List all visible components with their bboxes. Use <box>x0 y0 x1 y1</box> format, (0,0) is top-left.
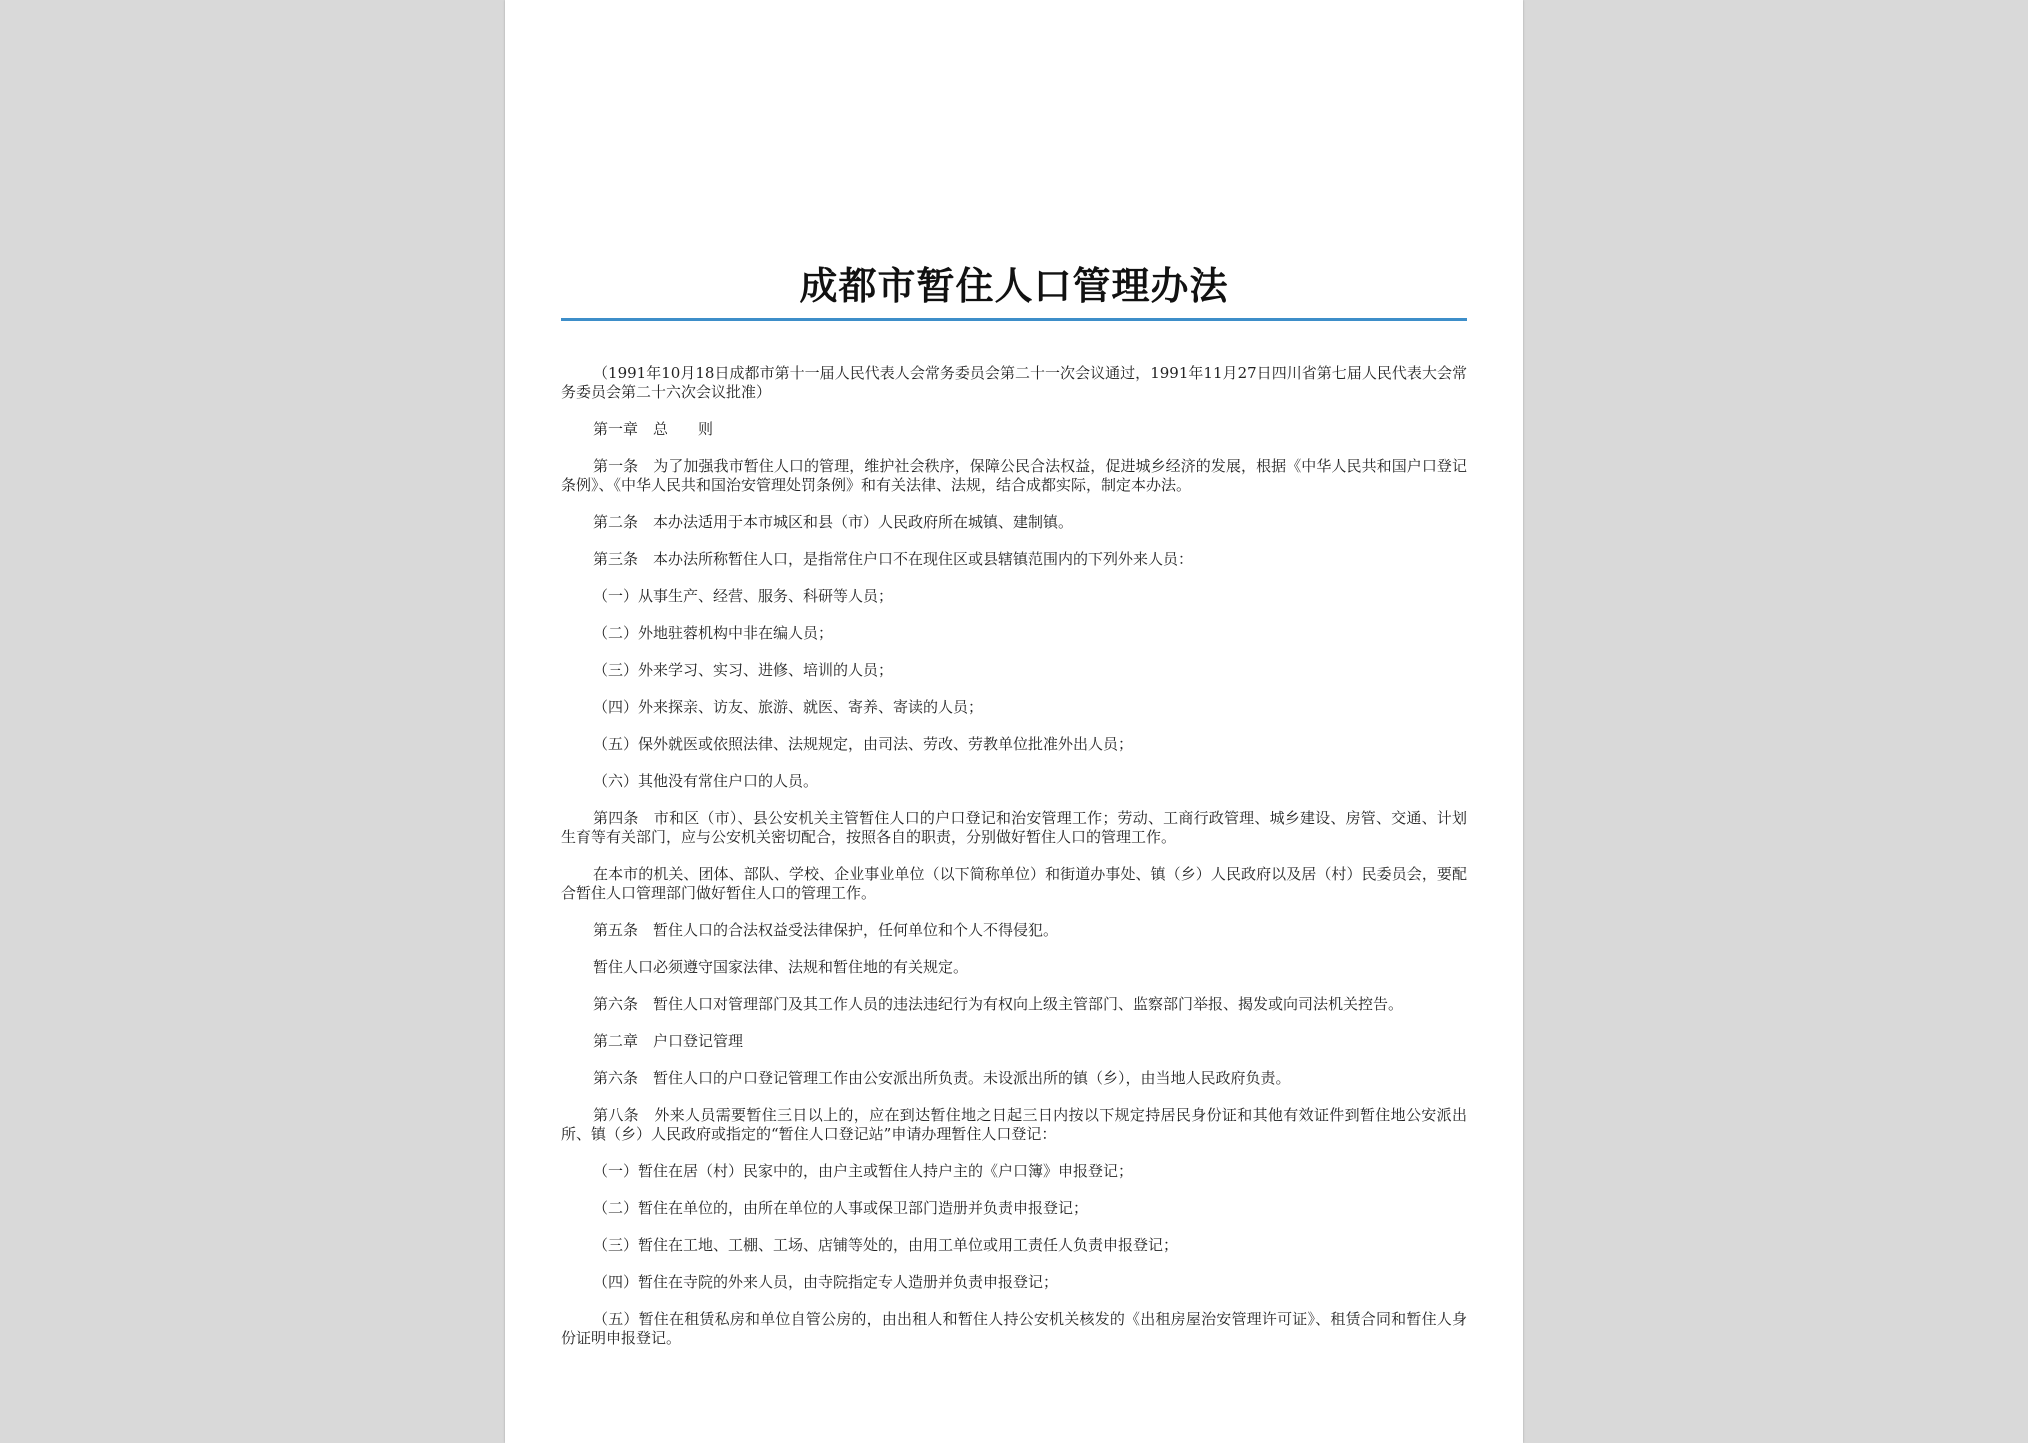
article-5: 第五条 暂住人口的合法权益受法律保护，任何单位和个人不得侵犯。 <box>593 921 1059 939</box>
list-item: （五）暂住在租赁私房和单位自管公房的，由出租人和暂住人持公安机关核发的《出租房屋治安管理许可证》、租赁合同和暂住人身份证明申报登记。 <box>561 1310 1467 1347</box>
article-7: 第六条 暂住人口的户口登记管理工作由公安派出所负责。未设派出所的镇（乡），由当地人民政府负责。 <box>593 1069 1291 1087</box>
chapter-heading-2: 第二章 户口登记管理 <box>593 1032 744 1050</box>
preamble: （1991年10月18日成都市第十一届人民代表人会常务委员会第二十一次会议通过，1991年11月27日四川省第七届人民代表大会常务委员会第二十六次会议批准） <box>561 364 1467 401</box>
article-8: 第八条 外来人员需要暂住三日以上的，应在到达暂住地之日起三日内按以下规定持居民身份证和其他有效证件到暂住地公安派出所、镇（乡）人民政府或指定的“暂住人口登记站”申请办理暂住人口登记： <box>561 1106 1467 1143</box>
title-divider <box>561 318 1467 321</box>
list-item: （一）从事生产、经营、服务、科研等人员； <box>593 587 894 605</box>
document-body <box>561 364 1467 1348</box>
document-title: 成都市暂住人口管理办法 <box>799 263 1229 308</box>
article-4: 第四条 市和区（市）、县公安机关主管暂住人口的户口登记和治安管理工作；劳动、工商行政管理、城乡建设、房管、交通、计划生育等有关部门，应与公安机关密切配合，按照各自的职责，分别做好暂住人口的管理工作。 <box>561 809 1467 846</box>
document-page <box>505 0 1523 1443</box>
list-item: （四）暂住在寺院的外来人员，由寺院指定专人造册并负责申报登记； <box>593 1273 1059 1291</box>
article-4-para-2: 在本市的机关、团体、部队、学校、企业事业单位（以下简称单位）和街道办事处、镇（乡）人民政府以及居（村）民委员会，要配合暂住人口管理部门做好暂住人口的管理工作。 <box>561 865 1467 902</box>
page-content <box>561 260 1467 1366</box>
list-item: （二）暂住在单位的，由所在单位的人事或保卫部门造册并负责申报登记； <box>593 1199 1089 1217</box>
article-3: 第三条 本办法所称暂住人口，是指常住户口不在现住区或县辖镇范围内的下列外来人员： <box>593 550 1194 568</box>
chapter-heading-1: 第一章 总 则 <box>593 420 714 438</box>
list-item: （三）外来学习、实习、进修、培训的人员； <box>593 661 894 679</box>
list-item: （五）保外就医或依照法律、法规规定，由司法、劳改、劳教单位批准外出人员； <box>593 735 1134 753</box>
list-item: （三）暂住在工地、工棚、工场、店铺等处的，由用工单位或用工责任人负责申报登记； <box>593 1236 1179 1254</box>
list-item: （四）外来探亲、访友、旅游、就医、寄养、寄读的人员； <box>593 698 984 716</box>
list-item: （六）其他没有常住户口的人员。 <box>593 772 819 790</box>
list-item: （一）暂住在居（村）民家中的，由户主或暂住人持户主的《户口簿》申报登记； <box>593 1162 1134 1180</box>
list-item: （二）外地驻蓉机构中非在编人员； <box>593 624 834 642</box>
article-6: 第六条 暂住人口对管理部门及其工作人员的违法违纪行为有权向上级主管部门、监察部门举报、揭发或向司法机关控告。 <box>593 995 1404 1013</box>
article-2: 第二条 本办法适用于本市城区和县（市）人民政府所在城镇、建制镇。 <box>593 513 1074 531</box>
article-5-para-2: 暂住人口必须遵守国家法律、法规和暂住地的有关规定。 <box>593 958 969 976</box>
article-1: 第一条 为了加强我市暂住人口的管理，维护社会秩序，保障公民合法权益，促进城乡经济的发展，根据《中华人民共和国户口登记条例》、《中华人民共和国治安管理处罚条例》和有关法律、法规，结合成都实际，制定本办法。 <box>561 457 1467 494</box>
